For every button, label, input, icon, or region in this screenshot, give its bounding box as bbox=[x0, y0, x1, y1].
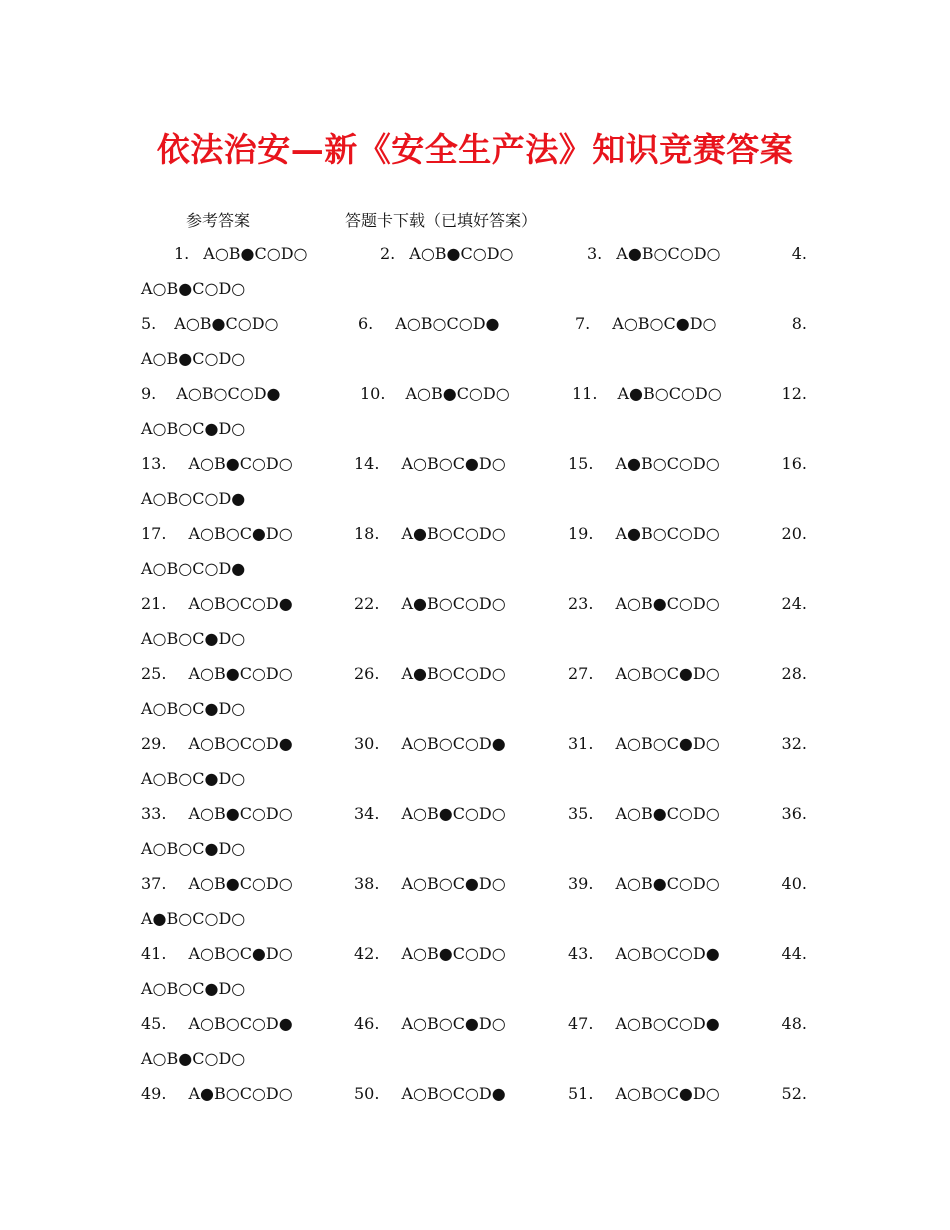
answer-options: A○B●C○D○ bbox=[615, 804, 720, 823]
answer-options: A○B○C○D● bbox=[395, 314, 500, 333]
question-number: 2. bbox=[380, 244, 396, 263]
question-number: 35. bbox=[568, 804, 594, 823]
answer-options: A○B●C○D○ bbox=[141, 349, 246, 368]
question-number: 31. bbox=[568, 734, 594, 753]
answer-options: A○B○C●D○ bbox=[188, 524, 293, 543]
answer-options: A○B●C○D○ bbox=[401, 944, 506, 963]
question-number: 52. bbox=[781, 1084, 807, 1103]
answer-options: A●B○C○D○ bbox=[616, 244, 721, 263]
answer-item bbox=[141, 594, 293, 613]
answer-options: A●B○C○D○ bbox=[615, 524, 720, 543]
question-number: 50. bbox=[354, 1084, 380, 1103]
answer-row bbox=[0, 240, 950, 310]
question-number: 40. bbox=[781, 874, 807, 893]
answer-item bbox=[141, 524, 293, 543]
answer-item bbox=[141, 454, 293, 473]
reference-answer-link[interactable]: 参考答案 bbox=[186, 211, 251, 230]
answer-item bbox=[354, 524, 506, 543]
answer-item bbox=[568, 594, 720, 613]
question-number: 13. bbox=[141, 454, 167, 473]
answer-row bbox=[0, 1080, 950, 1150]
question-number: 9. bbox=[141, 384, 157, 403]
question-number: 23. bbox=[568, 594, 594, 613]
answer-options: A●B○C○D○ bbox=[617, 384, 722, 403]
answer-options: A○B●C○D○ bbox=[405, 384, 510, 403]
answer-item bbox=[568, 874, 720, 893]
answer-row bbox=[0, 380, 950, 450]
answer-row bbox=[0, 1010, 950, 1080]
answer-options: A○B○C●D○ bbox=[401, 454, 506, 473]
answer-options: A○B○C●D○ bbox=[612, 314, 717, 333]
answer-item bbox=[568, 944, 720, 963]
links-bar bbox=[0, 208, 950, 234]
answer-options: A○B○C●D○ bbox=[615, 734, 720, 753]
answer-options: A○B○C●D○ bbox=[615, 664, 720, 683]
answer-options: A○B○C○D● bbox=[176, 384, 281, 403]
answer-options: A○B○C●D○ bbox=[141, 419, 246, 438]
question-number: 25. bbox=[141, 664, 167, 683]
answer-item bbox=[141, 944, 293, 963]
answer-options: A○B○C●D○ bbox=[141, 629, 246, 648]
answer-sheet-download-link[interactable]: 答题卡下载（已填好答案） bbox=[345, 211, 538, 230]
question-number: 48. bbox=[781, 1014, 807, 1033]
question-number: 49. bbox=[141, 1084, 167, 1103]
answer-item bbox=[354, 1084, 506, 1103]
question-number: 32. bbox=[781, 734, 807, 753]
answer-options: A●B○C○D○ bbox=[401, 664, 506, 683]
answer-item bbox=[572, 384, 722, 403]
answer-row bbox=[0, 520, 950, 590]
answer-options: A○B●C○D○ bbox=[203, 244, 308, 263]
answer-options: A○B○C●D○ bbox=[401, 874, 506, 893]
question-number: 15. bbox=[568, 454, 594, 473]
answer-options: A●B○C○D○ bbox=[188, 1084, 293, 1103]
question-number: 20. bbox=[781, 524, 807, 543]
question-number: 6. bbox=[358, 314, 374, 333]
answer-options: A○B○C●D○ bbox=[188, 944, 293, 963]
question-number: 44. bbox=[781, 944, 807, 963]
answer-options: A○B○C○D● bbox=[141, 559, 246, 578]
answer-row bbox=[0, 870, 950, 940]
answer-item bbox=[568, 664, 720, 683]
answer-item bbox=[575, 314, 717, 333]
question-number: 5. bbox=[141, 314, 157, 333]
answer-item bbox=[141, 874, 293, 893]
question-number: 37. bbox=[141, 874, 167, 893]
answer-item bbox=[354, 664, 506, 683]
question-number: 16. bbox=[781, 454, 807, 473]
question-number: 41. bbox=[141, 944, 167, 963]
answer-row bbox=[0, 800, 950, 870]
answer-item bbox=[141, 804, 293, 823]
answer-item bbox=[358, 314, 500, 333]
answer-options: A○B●C○D○ bbox=[615, 594, 720, 613]
answer-item bbox=[174, 244, 308, 263]
question-number: 8. bbox=[791, 314, 807, 333]
question-number: 17. bbox=[141, 524, 167, 543]
answer-item bbox=[354, 804, 506, 823]
question-number: 47. bbox=[568, 1014, 594, 1033]
answer-item bbox=[141, 314, 279, 333]
question-number: 14. bbox=[354, 454, 380, 473]
answer-options: A○B○C○D● bbox=[188, 734, 293, 753]
answer-item bbox=[354, 1014, 506, 1033]
question-number: 29. bbox=[141, 734, 167, 753]
question-number: 3. bbox=[587, 244, 603, 263]
question-number: 12. bbox=[781, 384, 807, 403]
answer-item bbox=[568, 1014, 720, 1033]
page-title: 依法治安—新《安全生产法》知识竞赛答案 bbox=[156, 130, 794, 169]
question-number: 34. bbox=[354, 804, 380, 823]
answer-item bbox=[380, 244, 514, 263]
question-number: 28. bbox=[781, 664, 807, 683]
answer-options: A○B○C●D○ bbox=[141, 979, 246, 998]
answer-options: A○B○C○D● bbox=[188, 594, 293, 613]
answer-item bbox=[587, 244, 721, 263]
question-number: 10. bbox=[360, 384, 386, 403]
answer-item bbox=[568, 454, 720, 473]
answer-list bbox=[0, 240, 950, 1150]
question-number: 26. bbox=[354, 664, 380, 683]
answer-options: A○B○C●D○ bbox=[141, 769, 246, 788]
answer-options: A○B●C○D○ bbox=[615, 874, 720, 893]
answer-options: A●B○C○D○ bbox=[401, 594, 506, 613]
answer-row bbox=[0, 660, 950, 730]
answer-options: A○B○C○D● bbox=[615, 1014, 720, 1033]
answer-options: A○B○C●D○ bbox=[141, 839, 246, 858]
answer-item bbox=[568, 1084, 720, 1103]
question-number: 46. bbox=[354, 1014, 380, 1033]
question-number: 4. bbox=[791, 244, 807, 263]
answer-options: A○B●C○D○ bbox=[174, 314, 279, 333]
answer-item bbox=[568, 524, 720, 543]
answer-item bbox=[360, 384, 510, 403]
answer-options: A○B●C○D○ bbox=[188, 664, 293, 683]
answer-options: A○B○C○D● bbox=[188, 1014, 293, 1033]
question-number: 11. bbox=[572, 384, 598, 403]
answer-options: A○B○C○D● bbox=[141, 489, 246, 508]
answer-options: A●B○C○D○ bbox=[401, 524, 506, 543]
answer-options: A○B○C●D○ bbox=[141, 699, 246, 718]
answer-options: A○B○C○D● bbox=[615, 944, 720, 963]
answer-item bbox=[354, 944, 506, 963]
answer-item bbox=[141, 664, 293, 683]
answer-options: A○B●C○D○ bbox=[401, 804, 506, 823]
answer-options: A○B●C○D○ bbox=[141, 1049, 246, 1068]
answer-item bbox=[354, 734, 506, 753]
answer-options: A○B○C●D○ bbox=[401, 1014, 506, 1033]
question-number: 45. bbox=[141, 1014, 167, 1033]
answer-options: A○B●C○D○ bbox=[409, 244, 514, 263]
answer-options: A○B●C○D○ bbox=[188, 874, 293, 893]
answer-options: A○B○C○D● bbox=[401, 734, 506, 753]
answer-options: A●B○C○D○ bbox=[615, 454, 720, 473]
answer-row bbox=[0, 940, 950, 1010]
answer-item bbox=[354, 874, 506, 893]
question-number: 1. bbox=[174, 244, 190, 263]
question-number: 7. bbox=[575, 314, 591, 333]
question-number: 42. bbox=[354, 944, 380, 963]
answer-options: A○B○C○D● bbox=[401, 1084, 506, 1103]
question-number: 43. bbox=[568, 944, 594, 963]
answer-item bbox=[141, 1084, 293, 1103]
answer-options: A●B○C○D○ bbox=[141, 909, 246, 928]
question-number: 39. bbox=[568, 874, 594, 893]
question-number: 24. bbox=[781, 594, 807, 613]
answer-row bbox=[0, 730, 950, 800]
answer-item bbox=[568, 734, 720, 753]
question-number: 33. bbox=[141, 804, 167, 823]
answer-item bbox=[141, 734, 293, 753]
question-number: 18. bbox=[354, 524, 380, 543]
question-number: 30. bbox=[354, 734, 380, 753]
question-number: 27. bbox=[568, 664, 594, 683]
answer-options: A○B●C○D○ bbox=[141, 279, 246, 298]
answer-item bbox=[141, 1014, 293, 1033]
answer-item bbox=[354, 454, 506, 473]
question-number: 21. bbox=[141, 594, 167, 613]
question-number: 19. bbox=[568, 524, 594, 543]
answer-options: A○B○C●D○ bbox=[615, 1084, 720, 1103]
answer-options: A○B●C○D○ bbox=[188, 804, 293, 823]
question-number: 51. bbox=[568, 1084, 594, 1103]
question-number: 22. bbox=[354, 594, 380, 613]
question-number: 38. bbox=[354, 874, 380, 893]
question-number: 36. bbox=[781, 804, 807, 823]
answer-options: A○B●C○D○ bbox=[188, 454, 293, 473]
answer-item bbox=[354, 594, 506, 613]
answer-row bbox=[0, 310, 950, 380]
answer-row bbox=[0, 450, 950, 520]
answer-item bbox=[141, 384, 281, 403]
answer-row bbox=[0, 590, 950, 660]
answer-item bbox=[568, 804, 720, 823]
